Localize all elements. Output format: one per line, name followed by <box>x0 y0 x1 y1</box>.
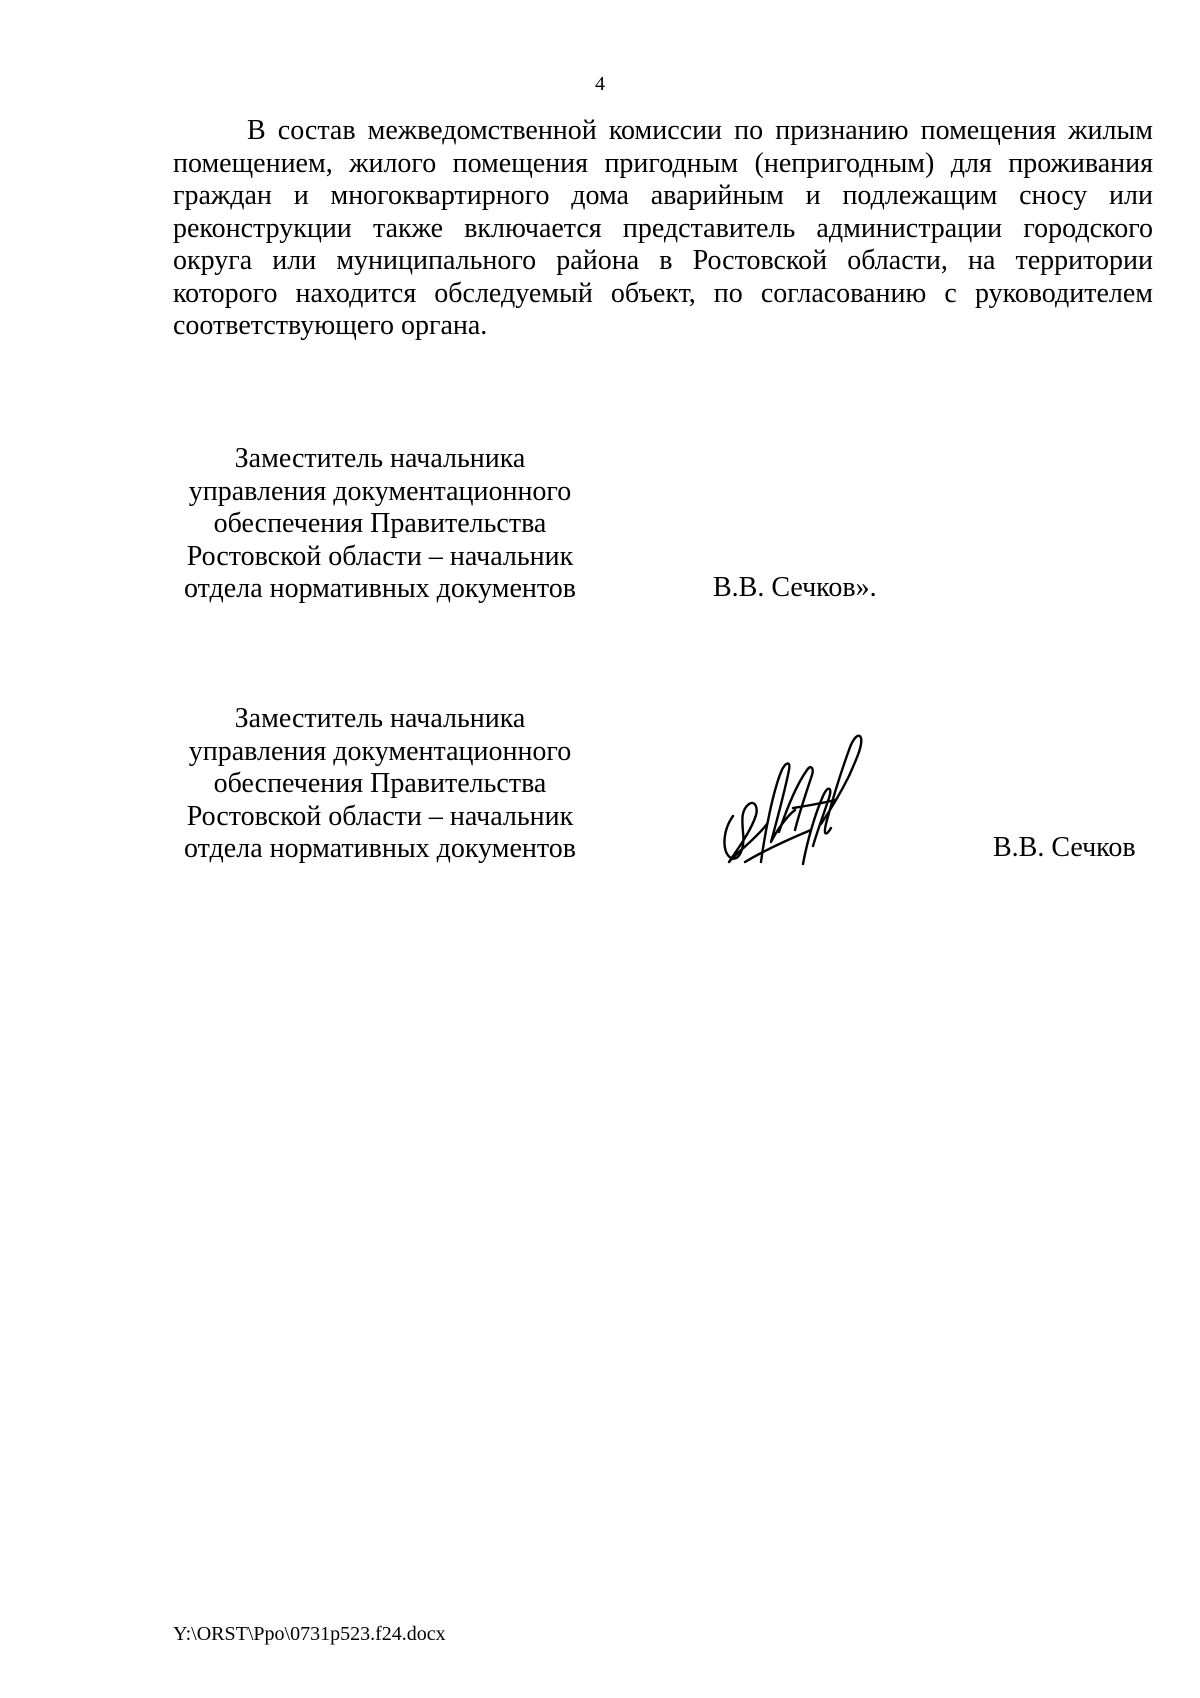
signature-block-1-name: В.В. Сечков». <box>713 572 877 603</box>
body-paragraph: В состав межведомственной комиссии по признанию помещения жилым помещением, жилого помещения пригодным (непригодным) для проживания граждан и многоквартирного дома аварийным и подлежащим сносу или реконструкции также включается представитель администрации городского округа или муниципального района в Ростовской области, на территории которого находится обследуемый объект, по согласованию с руководителем соответствующего органа. <box>173 115 1153 341</box>
signature-title-line: Заместитель начальника <box>234 703 526 734</box>
signature-title-line: отдела нормативных документов <box>184 833 576 864</box>
signature-block-2-name: В.В. Сечков <box>993 832 1136 863</box>
signature-title-line: Заместитель начальника <box>234 443 526 474</box>
handwritten-signature <box>715 712 875 872</box>
signature-title-line: Ростовской области – начальник <box>186 540 574 572</box>
footer-file-path: Y:\ORST\Ppo\0731p523.f24.docx <box>173 1623 446 1645</box>
signature-block-2-title <box>170 703 590 866</box>
signature-title-line: обеспечения Правительства <box>213 508 547 539</box>
signature-title-line: обеспечения Правительства <box>213 768 547 799</box>
signature-title-line: Ростовской области – начальник <box>186 800 574 832</box>
signature-block-1-title <box>170 443 590 606</box>
page-number: 4 <box>595 73 605 95</box>
signature-title-line: управления документационного <box>188 735 572 767</box>
signature-title-line: управления документационного <box>188 475 572 507</box>
signature-title-line: отдела нормативных документов <box>184 573 576 604</box>
